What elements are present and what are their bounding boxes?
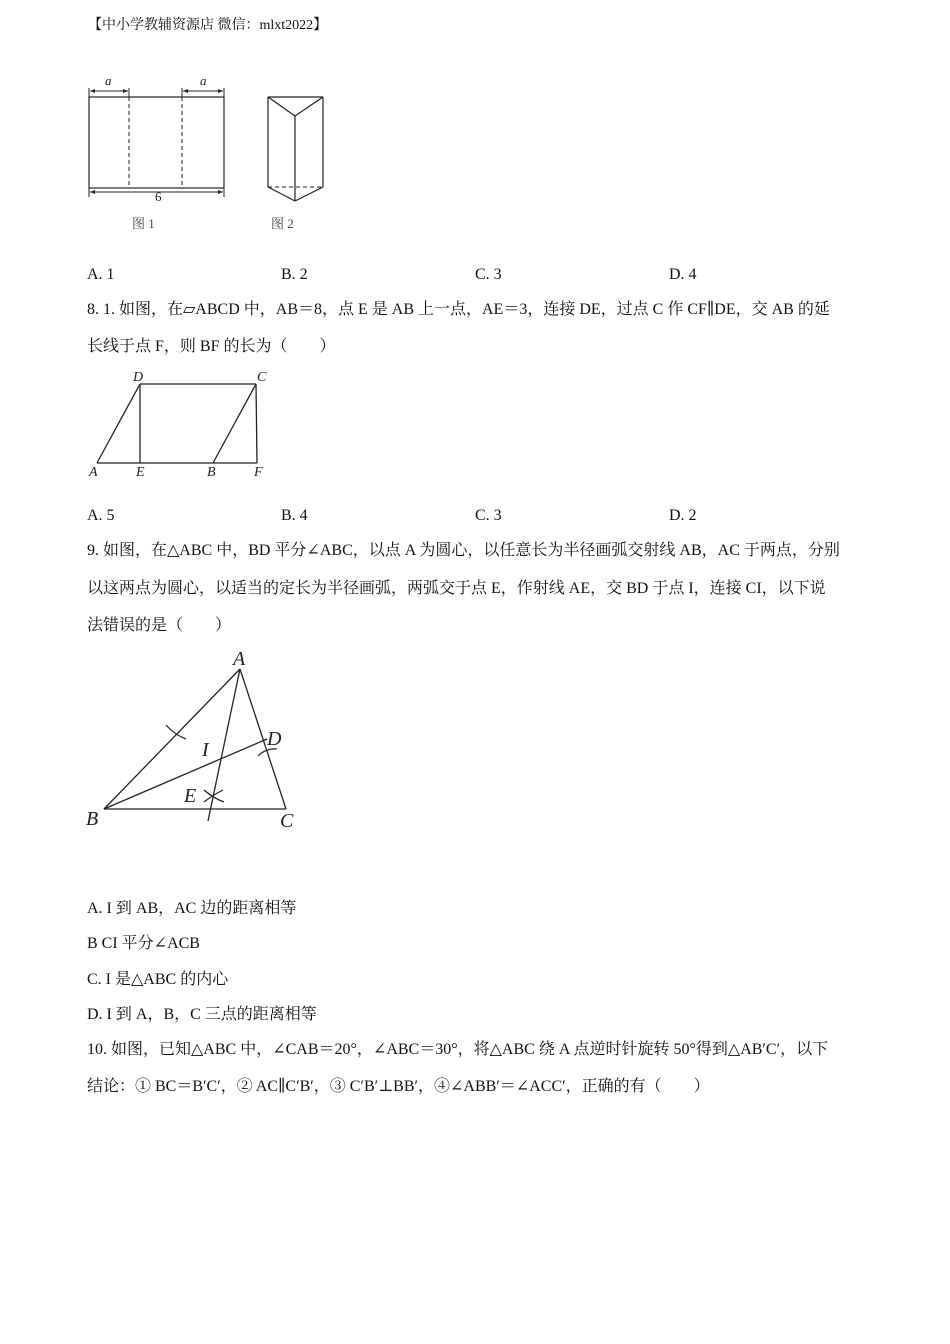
q7-option-c: C. 3	[475, 266, 502, 283]
fig1-label-a-left: a	[105, 73, 112, 88]
q10-text-line2: 结论：① BC＝B′C′，② AC∥C′B′，③ C′B′⊥BB′，④∠ABB′＝∠ACC′，正确的有（ ）	[87, 1078, 710, 1095]
q9-point-b: B	[86, 808, 99, 830]
fig1-rectangle	[89, 97, 224, 188]
q9-option-d: D. I 到 A，B，C 三点的距离相等	[87, 1006, 317, 1023]
q8-point-e: E	[136, 465, 145, 480]
q9-point-d: D	[267, 728, 282, 750]
q9-point-a: A	[233, 648, 246, 670]
q9-text-line3: 法错误的是（ ）	[87, 617, 232, 634]
page-header: 【中小学教辅资源店 微信：mlxt2022】	[88, 18, 328, 33]
q8-point-f: F	[254, 465, 263, 480]
q9-option-b: B CI 平分∠ACB	[87, 935, 200, 952]
q8-option-b: B. 4	[281, 507, 308, 524]
q8-text-line2: 长线于点 F，则 BF 的长为（ ）	[87, 338, 336, 355]
q9-option-c: C. I 是△ABC 的内心	[87, 971, 229, 988]
q8-parallelogram-figure	[85, 365, 285, 485]
q9-point-i: I	[202, 739, 209, 761]
q9-triangle-figure	[80, 645, 320, 840]
q7-option-a: A. 1	[87, 266, 115, 283]
q9-option-a: A. I 到 AB，AC 边的距离相等	[87, 900, 297, 917]
q8-point-b: B	[207, 465, 216, 480]
q8-point-a: A	[89, 465, 98, 480]
fig1-caption: 图 1	[132, 216, 155, 231]
q10-text-line1: 10. 如图，已知△ABC 中，∠CAB＝20°，∠ABC＝30°，将△ABC 绕 A 点逆时针旋转 50°得到△AB′C′，以下	[87, 1041, 829, 1058]
q9-point-e: E	[184, 785, 197, 807]
q8-point-d: D	[133, 370, 144, 385]
fig2-caption: 图 2	[271, 216, 294, 231]
q8-option-c: C. 3	[475, 507, 502, 524]
fig1-label-6: 6	[155, 189, 162, 204]
q7-figures	[80, 70, 350, 240]
q8-option-a: A. 5	[87, 507, 115, 524]
q8-text-line1: 8. 1. 如图，在▱ABCD 中，AB＝8，点 E 是 AB 上一点，AE＝3，连接 DE，过点 C 作 CF∥DE，交 AB 的延	[87, 301, 830, 318]
fig1-label-a-right: a	[200, 73, 207, 88]
q9-point-c: C	[280, 810, 294, 832]
q7-option-b: B. 2	[281, 266, 308, 283]
q9-text-line2: 以这两点为圆心，以适当的定长为半径画弧，两弧交于点 E，作射线 AE，交 BD 于点 I，连接 CI，以下说	[87, 580, 826, 597]
q7-option-d: D. 4	[669, 266, 697, 283]
q9-text-line1: 9. 如图，在△ABC 中，BD 平分∠ABC，以点 A 为圆心，以任意长为半径画弧交射线 AB，AC 于两点，分别	[87, 542, 840, 559]
q8-option-d: D. 2	[669, 507, 697, 524]
q8-point-c: C	[257, 370, 267, 385]
